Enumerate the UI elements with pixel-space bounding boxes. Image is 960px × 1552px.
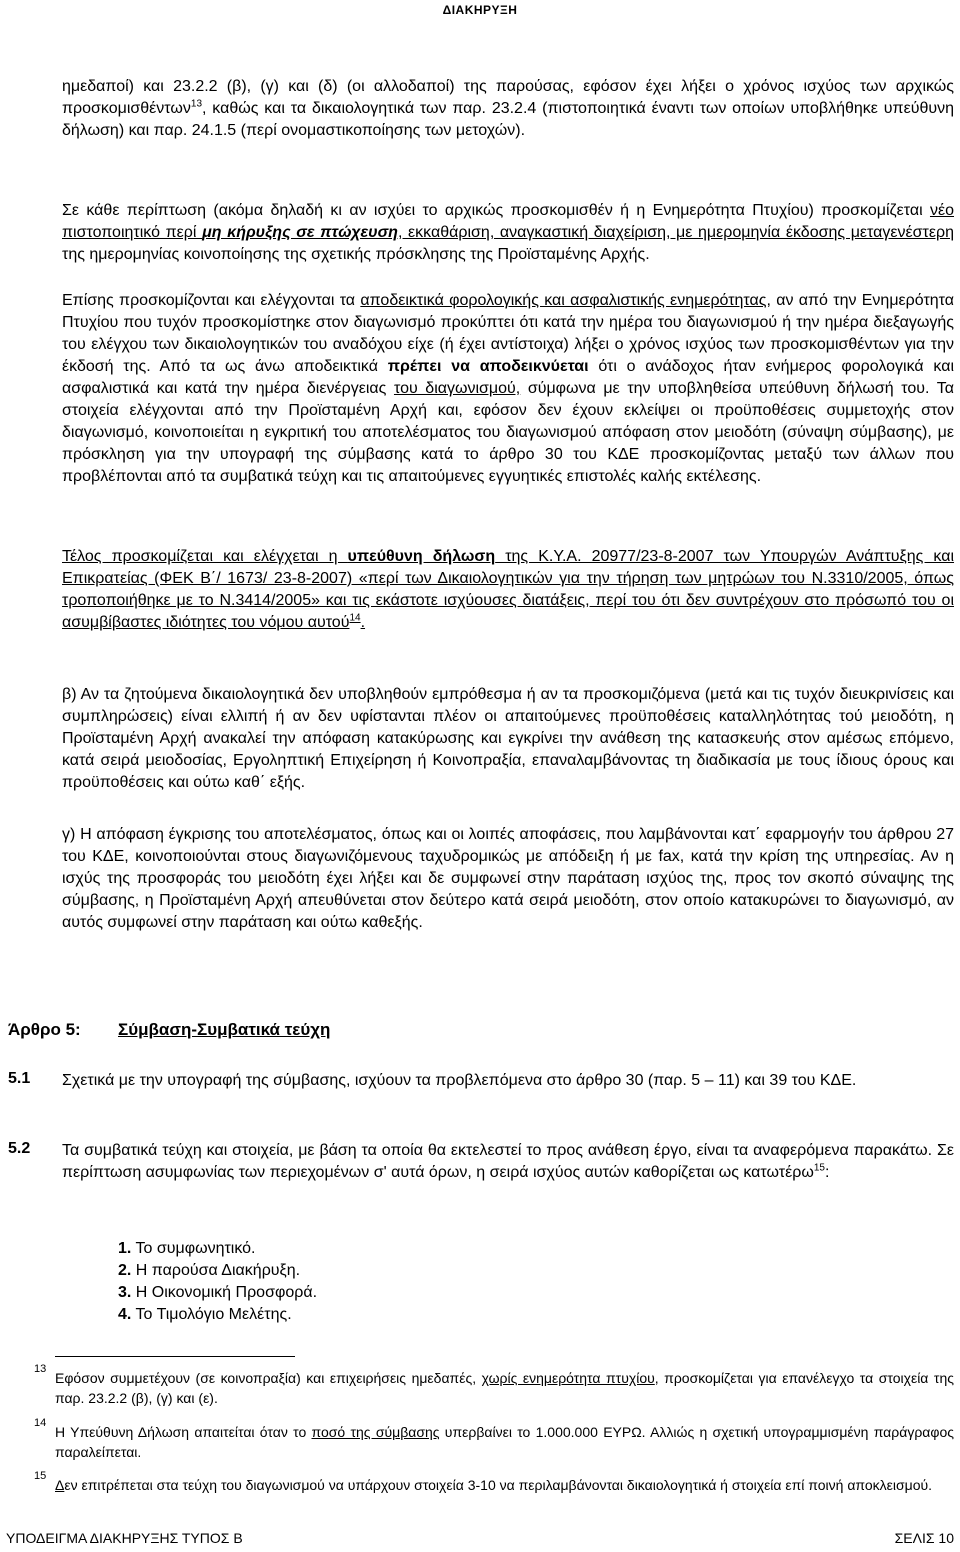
- list-item-number: 2.: [118, 1262, 132, 1279]
- para3-underlined-2: της Κ.Υ.Α. 20977/23-8-2007 των Υπουργών Ανάπτυξης και Επικρατείας (ΦΕΚ Β΄/ 1673/ 23-8-2007) «περί των Δικαιολογητικών για την τήρηση των μητρώων του Ν.3310/2005, όπως τροποποιήθηκε με το Ν.3414/2005» και τις εκάστοτε ισχύουσες διατάξεις, περί του ότι δεν συντρέχουν στο πρόσωπό του οι ασυμβίβαστες ιδιότητες του νόμου αυτού: [62, 548, 955, 631]
- paragraph-solemn-declaration: [62, 546, 954, 634]
- footer-page-number: ΣΕΛΙΣ 10: [894, 1530, 954, 1546]
- list-item: [118, 1304, 292, 1326]
- paragraph-tax-insurance: [62, 290, 954, 488]
- para1-bold-underlined: μη κήρυξης σε πτώχευση: [202, 224, 398, 241]
- footnote-ref-13[interactable]: 13: [190, 98, 203, 110]
- footnote-14-underlined: ποσό της σύμβασης: [311, 1424, 440, 1440]
- article-title: Σύμβαση-Συμβατικά τεύχη: [118, 1020, 331, 1039]
- list-item-text: Η Οικονομική Προσφορά.: [135, 1284, 318, 1301]
- list-item-text: Το συμφωνητικό.: [135, 1240, 256, 1257]
- section-5-2-body: Τα συμβατικά τεύχη και στοιχεία, με βάση τα οποία θα εκτελεστεί το προς ανάθεση έργο, είναι τα αναφερόμενα παρακάτω. Σε περίπτωση ασυμφωνίας των περιεχομένων σ' αυτά όρων, η σειρά ισχύος αυτών καθορίζεται ως κατωτέρω: [62, 1142, 954, 1181]
- intro-text-a: ημεδαποί) και 23.2.2 (β), (γ) και (δ) (οι αλλοδαποί) της παρούσας, εφόσον έχει λήξει ο χρόνος ισχύος των αρχικώς προσκομισθέντων: [62, 78, 954, 117]
- footnote-14-text-b: υπερβαίνει το 1.000.000 ΕΥΡΩ. Αλλιώς η σχετική υπογραμμισμένη παράγραφος παραλείπεται.: [55, 1424, 955, 1460]
- para3-bold-underlined: υπεύθυνη δήλωση: [347, 548, 496, 565]
- list-item: [118, 1260, 300, 1282]
- article-label: Άρθρο 5:: [8, 1020, 81, 1039]
- para2-bold: πρέπει να αποδεικνύεται: [387, 358, 589, 375]
- list-item-number: 4.: [118, 1306, 132, 1323]
- footer-doc-type: ΥΠΟΔΕΙΓΜΑ ΔΙΑΚΗΡΥΞΗΣ ΤΥΠΟΣ Β: [6, 1530, 243, 1546]
- para2-text-d: σύμφωνα με την υποβληθείσα υπεύθυνη δήλωσή του. Τα στοιχεία ελέγχονται από την Προϊσταμένη Αρχή και, εφόσον δεν έχουν εκλείψει οι προϋποθέσεις συμμετοχής στον διαγωνισμό, κοινοποιείται η εγκριτική του αποτελέσματος του διαγωνισμού απόφαση στον μειοδότη (σύναψη σύμβασης), με πρόσκληση για την υπογραφή της σύμβασης κατά το άρθρο 30 του ΚΔΕ προσκομίζοντας μεταξύ των άλλων που προβλέπονται από τα συμβατικά τεύχη και τις απαιτούμενες εγγυητικές επιστολές καλής εκτέλεσης.: [62, 380, 954, 485]
- footnote-15-number: 15: [34, 1470, 47, 1482]
- footnote-13-text-a: Εφόσον συμμετέχουν (σε κοινοπραξία) και επιχειρήσεις ημεδαπές,: [55, 1370, 482, 1386]
- page-header: ΔΙΑΚΗΡΥΞΗ: [442, 3, 518, 17]
- para1-underlined-1: νέο πιστοποιητικό περί: [62, 202, 954, 241]
- paragraph-c: γ) Η απόφαση έγκρισης του αποτελέσματος, όπως και οι λοιπές αποφάσεις, που λαμβάνονται κατ΄ εφαρμογήν του άρθρου 27 του ΚΔΕ, κοινοποιούνται στους διαγωνιζόμενους ταχυδρομικώς με απόδειξη ή με fax, κατά την κρίση της υπηρεσίας. Αν η ισχύς της προσφοράς του μειοδότη έχει λήξει και δε συμφωνεί στην παράταση ισχύος της, προς τον σκοπό σύναψης της σύμβασης, η Προϊσταμένη Αρχή απευθύνεται στον δεύτερο κατά σειρά μειοδότη, στον οποίο κατακυρώνει το διαγωνισμό, αν αυτός συμφωνεί στην παράταση και ούτω καθεξής.: [62, 826, 954, 931]
- list-item-number: 1.: [118, 1240, 132, 1257]
- footnote-14-number: 14: [34, 1417, 47, 1429]
- section-5-2-end: :: [824, 1164, 830, 1181]
- intro-paragraph: [62, 76, 954, 142]
- list-item-text: Το Τιμολόγιο Μελέτης.: [135, 1306, 292, 1323]
- footnote-ref-14[interactable]: 14: [349, 612, 361, 624]
- para1-text-b: της ημερομηνίας κοινοποίησης της σχετικής πρόσκλησης της Προϊσταμένης Αρχής.: [62, 246, 650, 263]
- footnote-15-underlined: Δ: [55, 1477, 65, 1493]
- footnote-separator: [55, 1356, 295, 1357]
- footnote-14-text-a: Η Υπεύθυνη Δήλωση απαιτείται όταν το: [55, 1424, 312, 1440]
- footnote-ref-15[interactable]: 15: [813, 1162, 825, 1174]
- list-item-text: Η παρούσα Διακήρυξη.: [135, 1262, 301, 1279]
- paragraph-bankruptcy-certificate: [62, 200, 954, 266]
- list-item: [118, 1238, 256, 1260]
- list-item: [118, 1282, 317, 1304]
- para3-underlined-1: Τέλος προσκομίζεται και ελέγχεται η: [62, 548, 348, 565]
- para1-text-a: Σε κάθε περίπτωση (ακόμα δηλαδή κι αν ισχύει το αρχικώς προσκομισθέν ή η Ενημερότητα Πτυχίου) προσκομίζεται: [62, 202, 930, 219]
- para2-underlined-2: του διαγωνισμού,: [393, 380, 521, 397]
- para2-text-b: , αν από την Ενημερότητα Πτυχίου που τυχόν προσκομίστηκε στον διαγωνισμό προκύπτει ότι κατά την ημέρα του διαγωνισμού ή την ημέρα διεξαγωγής του ελέγχου των δικαιολογητικών του αναδόχου είχε (ή έχει αντίστοιχα) λήξει ο χρόνος ισχύος των προσκομισθέντων για την έκδοσή της. Από τα ως άνω αποδεικτικά: [62, 292, 955, 375]
- para2-text-a: Επίσης προσκομίζονται και ελέγχονται τα: [62, 292, 361, 309]
- footnote-13-number: 13: [34, 1363, 47, 1375]
- section-5-2-number: 5.2: [8, 1140, 31, 1157]
- list-item-number: 3.: [118, 1284, 132, 1301]
- para2-text-c: ότι ο ανάδοχος ήταν ενήμερος φορολογικά και ασφαλιστικά και κατά την ημέρα διενέργειας: [62, 358, 955, 397]
- article-heading: [8, 1020, 331, 1040]
- para2-underlined-1: αποδεικτικά φορολογικής και ασφαλιστικής ενημερότητας: [360, 292, 767, 309]
- footnote-14: [55, 1422, 954, 1462]
- footnote-13-text-b: , προσκομίζεται για επανέλεγχο τα στοιχεία της παρ. 23.2.2 (β), (γ) και (ε).: [55, 1370, 954, 1406]
- paragraph-b: β) Αν τα ζητούμενα δικαιολογητικά δεν υποβληθούν εμπρόθεσμα ή αν τα προσκομιζόμενα (μετά και τις τυχόν διευκρινίσεις και συμπληρώσεις) είναι ελλιπή ή αν δεν υφίστανται πλέον οι απαιτούμενες προϋποθέσεις καταλληλότητας τού μειοδότη, η Προϊσταμένη Αρχή ανακαλεί την απόφαση κατακύρωσης και εγκρίνει την ανάθεση της κατασκευής στον αμέσως επόμενο, κατά σειρά μειοδοσίας, Εργοληπτική Επιχείρηση ή Κοινοπραξία, επαναλαμβάνοντας τη διαδικασία με τους ίδιους όρους και προϋποθέσεις και ούτω καθ΄ εξής.: [62, 686, 954, 791]
- footnote-13: [55, 1368, 954, 1408]
- footnote-13-underlined: χωρίς ενημερότητα πτυχίου: [481, 1370, 655, 1386]
- section-5-1-number: 5.1: [8, 1070, 31, 1087]
- para1-underlined-2: , εκκαθάριση, αναγκαστική διαχείριση, με ημερομηνία έκδοσης μεταγενέστερη: [397, 224, 954, 241]
- footnote-15-text: εν επιτρέπεται στα τεύχη του διαγωνισμού να υπάρχουν στοιχεία 3-10 να περιλαμβάνονται δικαιολογητικά ή στοιχεία επί ποινή αποκλεισμού.: [64, 1477, 933, 1493]
- intro-text-b: , καθώς και τα δικαιολογητικά των παρ. 23.2.4 (πιστοποιητικά έναντι των οποίων υποβλήθηκε υπεύθυνη δήλωση) και παρ. 24.1.5 (περί ονομαστικοποίησης των μετοχών).: [62, 100, 954, 139]
- section-5-2-text: [62, 1140, 954, 1184]
- para3-end: .: [360, 614, 366, 631]
- footnote-15: [55, 1475, 954, 1495]
- section-5-1-text: Σχετικά με την υπογραφή της σύμβασης, ισχύουν τα προβλεπόμενα στο άρθρο 30 (παρ. 5 – 11) και 39 του ΚΔΕ.: [62, 1072, 857, 1089]
